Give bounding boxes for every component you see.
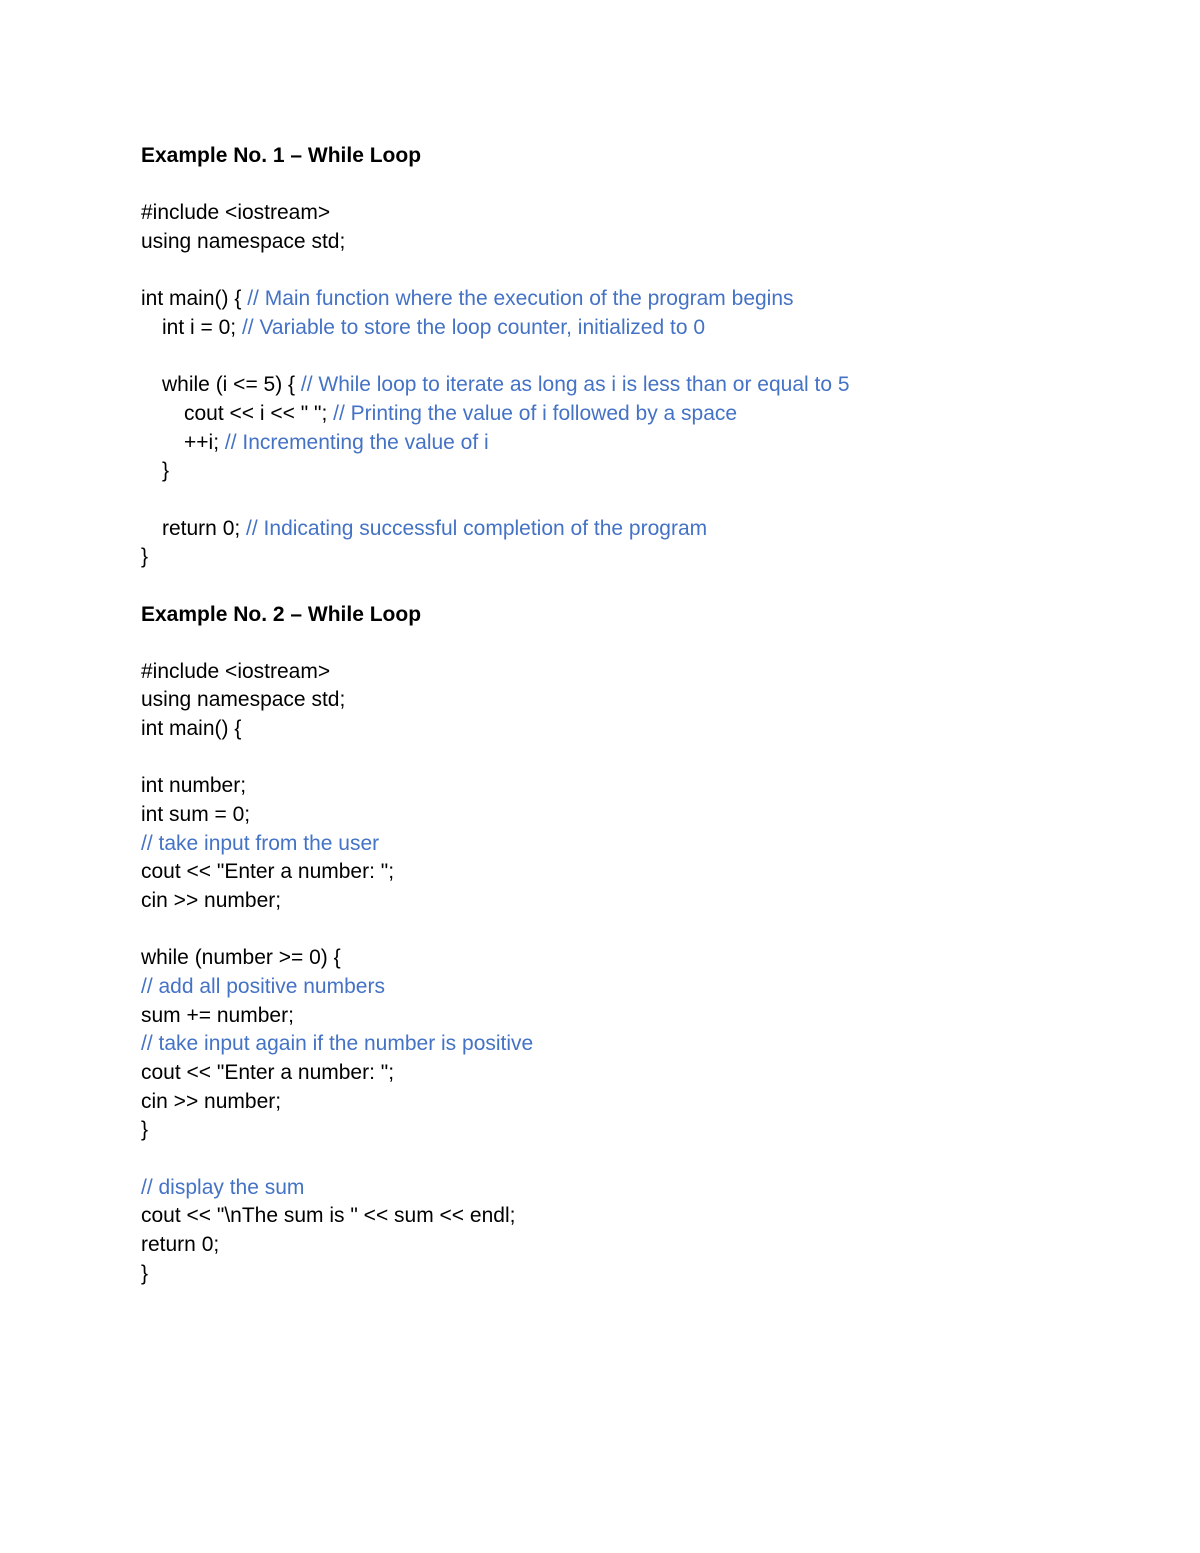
example-1-heading: Example No. 1 – While Loop xyxy=(141,144,422,167)
example-2-comment-add: // add all positive numbers xyxy=(141,975,385,999)
example-1-main-line xyxy=(141,285,1121,314)
code-text: while (i <= 5) { xyxy=(162,373,301,397)
example-2-decl-sum: int sum = 0; xyxy=(141,803,251,827)
example-2-comment-again: // take input again if the number is positive xyxy=(141,1032,534,1056)
code-comment: // Main function where the execution of the program begins xyxy=(247,287,794,311)
code-text: return 0; xyxy=(162,516,247,540)
code-text: ++i; xyxy=(184,430,225,454)
document-body xyxy=(141,142,1121,1288)
example-2-include: #include <iostream> xyxy=(141,659,331,683)
code-comment: // While loop to iterate as long as i is less than or equal to 5 xyxy=(300,373,850,397)
code-comment: // Variable to store the loop counter, initialized to 0 xyxy=(241,315,706,339)
example-2-return-line: return 0; xyxy=(141,1232,220,1256)
example-1-decl-line xyxy=(141,314,1121,343)
code-text: cout << i << " "; xyxy=(184,401,334,425)
example-2-while-line: while (number >= 0) { xyxy=(141,946,341,970)
example-2-cout-prompt-1: cout << "Enter a number: "; xyxy=(141,860,395,884)
blank-line xyxy=(141,572,1121,601)
example-2-comment-input: // take input from the user xyxy=(141,831,380,855)
blank-line xyxy=(141,916,1121,945)
example-2-close-while: } xyxy=(141,1118,149,1142)
blank-line xyxy=(141,744,1121,773)
example-2-comment-display: // display the sum xyxy=(141,1175,305,1199)
example-1-increment-line xyxy=(141,429,1121,458)
example-2-decl-number: int number; xyxy=(141,774,247,798)
blank-line xyxy=(141,486,1121,515)
code-comment: // Incrementing the value of i xyxy=(224,430,489,454)
example-2-heading: Example No. 2 – While Loop xyxy=(141,602,422,626)
blank-line xyxy=(141,1145,1121,1174)
example-2-cout-prompt-2: cout << "Enter a number: "; xyxy=(141,1061,395,1084)
example-1-return-line xyxy=(141,515,1121,544)
example-2-close-main: } xyxy=(141,1261,149,1285)
code-comment: // Printing the value of i followed by a space xyxy=(333,401,738,425)
example-2-sum-line: sum += number; xyxy=(141,1003,294,1027)
code-text: int i = 0; xyxy=(162,315,242,339)
blank-line xyxy=(141,629,1121,658)
blank-line xyxy=(141,171,1121,200)
example-2-main: int main() { xyxy=(141,717,242,741)
code-text: int main() { xyxy=(141,287,248,311)
example-1-close-main: } xyxy=(141,545,149,569)
code-comment: // Indicating successful completion of the program xyxy=(246,516,708,540)
example-1-while-line xyxy=(141,371,1121,400)
example-2-using: using namespace std; xyxy=(141,688,346,712)
example-2-cin-1: cin >> number; xyxy=(141,889,282,913)
example-2-cout-sum: cout << "\nThe sum is " << sum << endl; xyxy=(141,1204,516,1228)
example-1-include: #include <iostream> xyxy=(141,201,331,225)
example-2-cin-2: cin >> number; xyxy=(141,1089,282,1113)
example-1-using: using namespace std; xyxy=(141,229,346,253)
example-1-close-while: } xyxy=(162,459,170,483)
blank-line xyxy=(141,257,1121,286)
example-1-cout-line xyxy=(141,400,1121,429)
blank-line xyxy=(141,343,1121,372)
